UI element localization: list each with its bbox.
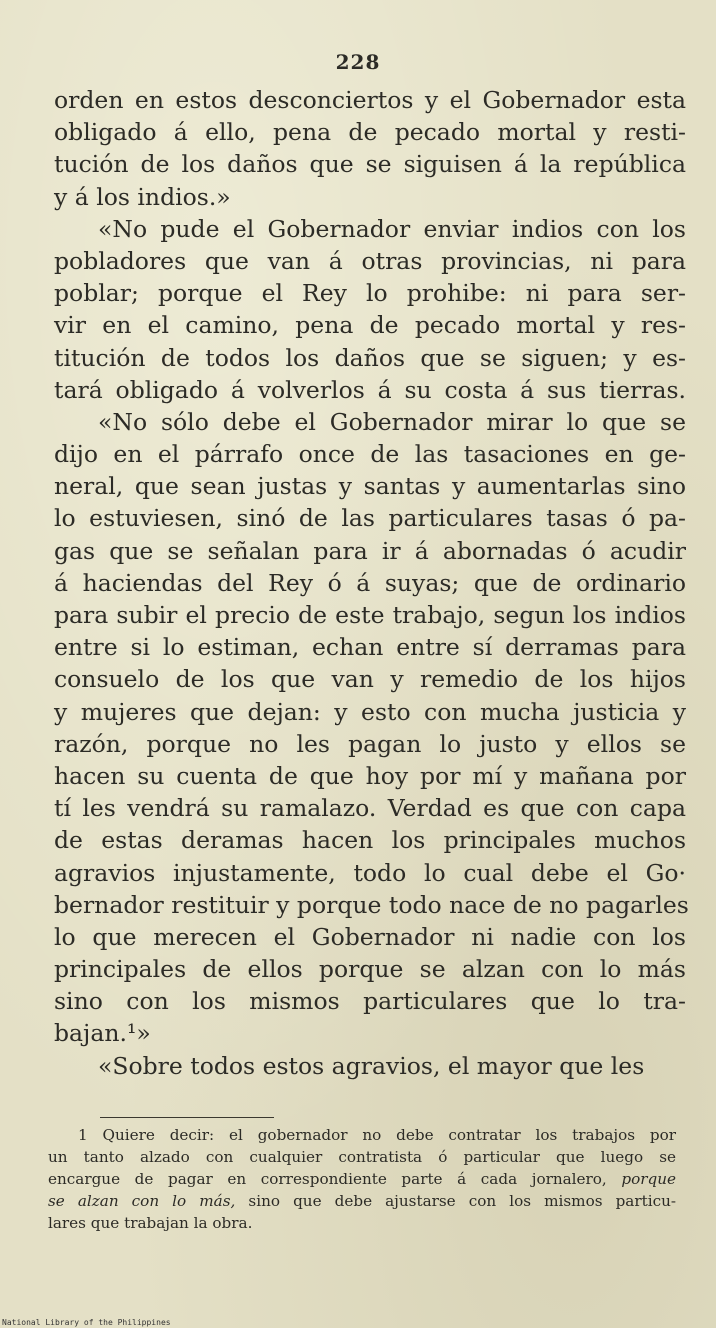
text-line: y á los indios.» bbox=[54, 182, 231, 211]
text-line: gas que se señalan para ir á abornadas ó acudir bbox=[54, 536, 686, 565]
text-line: «No pude el Gobernador enviar indios con los bbox=[98, 214, 686, 243]
text-line: bajan.¹» bbox=[54, 1019, 151, 1048]
text-line: lo que merecen el Gobernador ni nadie con los bbox=[54, 922, 686, 951]
text-line: poblar; porque el Rey lo prohibe: ni para ser- bbox=[54, 279, 686, 308]
footnote-line: 1 Quiere decir: el gobernador no debe contratar los trabajos por bbox=[78, 1126, 676, 1144]
text-line: «No sólo debe el Gobernador mirar lo que se bbox=[98, 407, 686, 436]
text-line: tución de los daños que se siguisen á la república bbox=[54, 150, 686, 179]
text-line: titución de todos los daños que se siguen; y es- bbox=[54, 343, 686, 372]
footnote-line: lares que trabajan la obra. bbox=[48, 1214, 253, 1232]
footnote-text: sino que debe ajustarse con los mismos particu- bbox=[248, 1192, 676, 1210]
text-line: tí les vendrá su ramalazo. Verdad es que con capa bbox=[54, 794, 686, 823]
text-line: obligado á ello, pena de pecado mortal y resti- bbox=[54, 118, 686, 147]
text-line: agravios injustamente, todo lo cual debe el Go· bbox=[54, 858, 686, 887]
text-line: «Sobre todos estos agravios, el mayor que les bbox=[98, 1051, 645, 1080]
text-line: dijo en el párrafo once de las tasaciones en ge- bbox=[54, 440, 686, 469]
page-number: 228 bbox=[335, 50, 381, 74]
text-line: razón, porque no les pagan lo justo y ellos se bbox=[54, 729, 686, 758]
text-line: bernador restituir y porque todo nace de no pagarles bbox=[54, 890, 689, 919]
footnote-italic-text: porque bbox=[621, 1170, 676, 1188]
body-text bbox=[54, 84, 689, 1082]
text-line: entre si lo estiman, echan entre sí derramas para bbox=[54, 633, 686, 662]
text-line: orden en estos desconciertos y el Gobernador esta bbox=[54, 86, 686, 114]
text-line: consuelo de los que van y remedio de los hijos bbox=[54, 665, 686, 694]
text-line: principales de ellos porque se alzan con lo más bbox=[54, 955, 686, 984]
footnote-line bbox=[48, 1168, 676, 1190]
text-line: hacen su cuenta de que hoy por mí y mañana por bbox=[54, 761, 686, 790]
text-line: sino con los mismos particulares que lo tra- bbox=[54, 987, 686, 1016]
footnote-line: un tanto alzado con cualquier contratista ó particular que luego se bbox=[48, 1148, 676, 1166]
text-line: neral, que sean justas y santas y aumentarlas sino bbox=[54, 472, 686, 501]
text-line: á haciendas del Rey ó á suyas; que de ordinario bbox=[54, 568, 686, 597]
text-line: de estas deramas hacen los principales muchos bbox=[54, 826, 686, 855]
text-line: para subir el precio de este trabajo, segun los indios bbox=[54, 601, 686, 629]
text-line: pobladores que van á otras provincias, ni para bbox=[54, 246, 686, 275]
library-credit: National Library of the Philippines bbox=[2, 1318, 171, 1327]
text-line: vir en el camino, pena de pecado mortal y res- bbox=[54, 311, 686, 340]
text-line: y mujeres que dejan: y esto con mucha justicia y bbox=[54, 697, 686, 726]
footnote-line bbox=[48, 1190, 676, 1212]
footnote-divider bbox=[100, 1117, 274, 1118]
footnote-italic-text: se alzan con lo más, bbox=[48, 1192, 236, 1210]
footnote-text: encargue de pagar en correspondiente parte á cada jornalero, bbox=[48, 1170, 607, 1188]
text-line: lo estuviesen, sinó de las particulares tasas ó pa- bbox=[54, 504, 686, 533]
footnote bbox=[48, 1124, 676, 1234]
text-line: tará obligado á volverlos á su costa á sus tierras. bbox=[54, 375, 686, 404]
